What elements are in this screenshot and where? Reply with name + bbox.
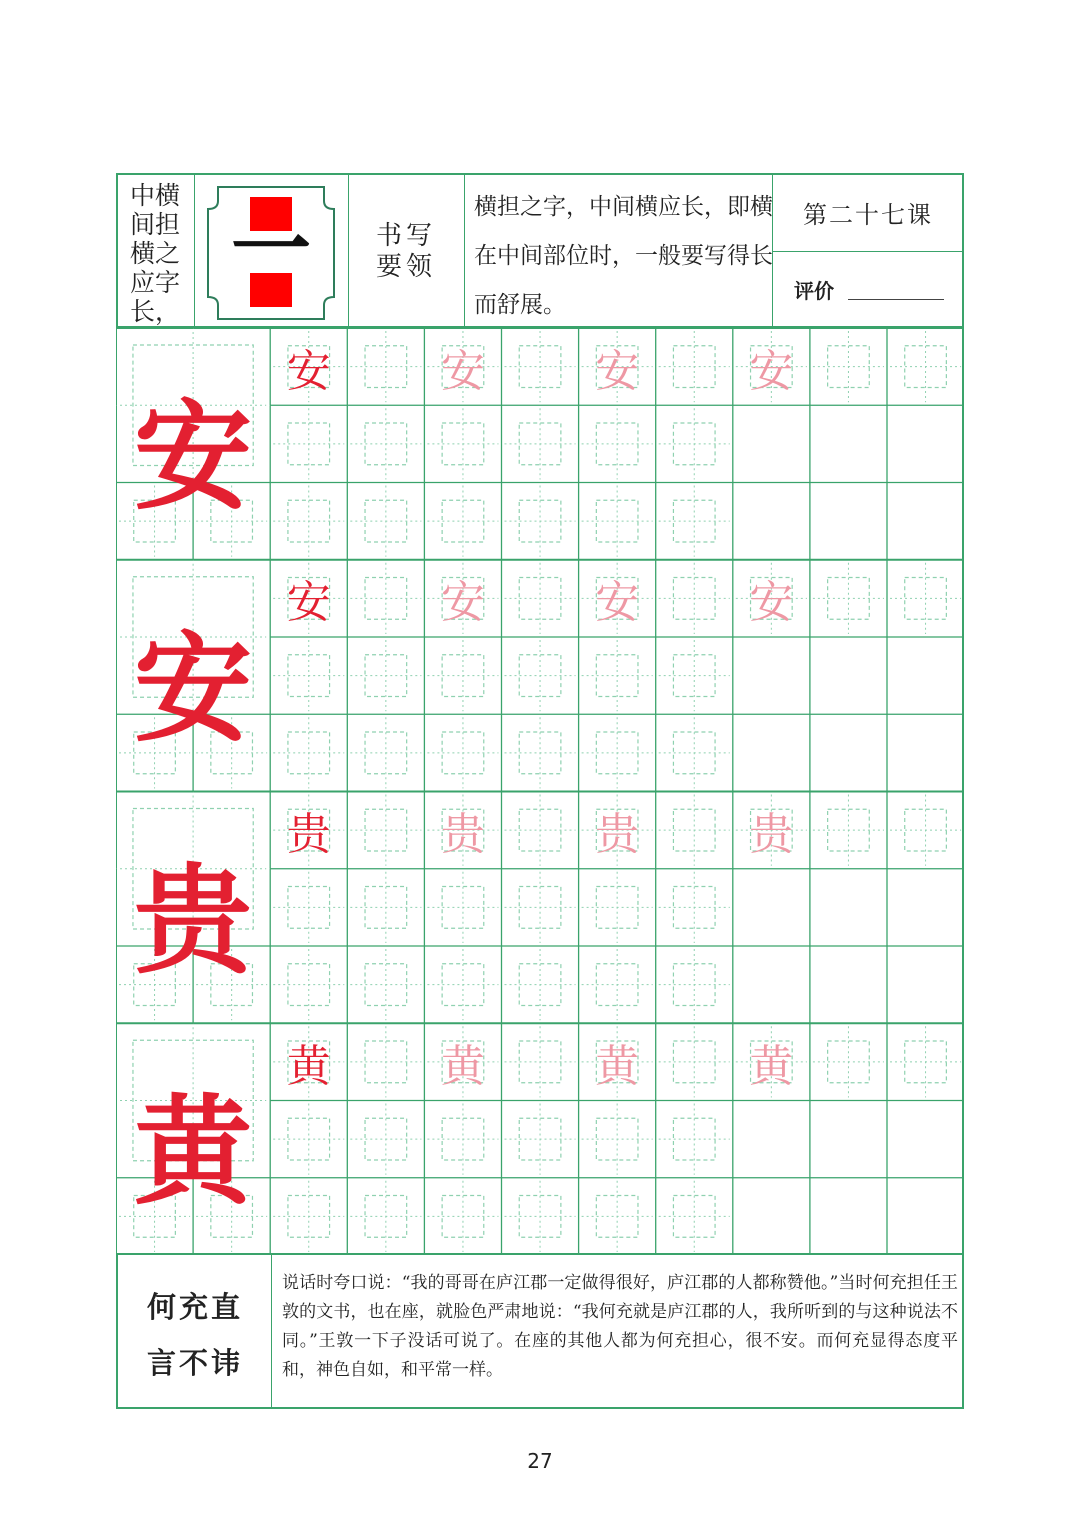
lesson-header — [116, 173, 964, 328]
trace-char-an: 安 — [749, 345, 794, 397]
model-char-an: 安 — [133, 387, 252, 526]
story-section — [116, 1255, 964, 1409]
trace-char-gui: 贵 — [749, 809, 794, 860]
emblem-glyph: 一 — [231, 202, 311, 296]
evaluation-blank[interactable] — [848, 299, 944, 300]
writing-tips-text: 横担之字，中间横应长，即横在中间部位时，一般要写得长而舒展。 — [474, 194, 773, 318]
trace-char-an: 安 — [595, 345, 640, 397]
example-char-huang: 黄 — [286, 1040, 331, 1092]
example-char-gui: 贵 — [286, 809, 331, 860]
page-number: 27 — [527, 1449, 553, 1473]
trace-char-an2: 安 — [595, 577, 640, 629]
example-char-an: 安 — [286, 345, 331, 397]
rule-text: 中横 间担 横之 应字 长， — [130, 181, 181, 326]
trace-char-huang: 黄 — [749, 1040, 794, 1092]
story-title-line1: 何充直 — [146, 1290, 243, 1324]
trace-char-an: 安 — [440, 345, 485, 397]
model-char-an2: 安 — [133, 618, 252, 758]
trace-char-gui: 贵 — [595, 809, 640, 860]
trace-char-huang: 黄 — [595, 1040, 640, 1092]
emblem-icon — [206, 185, 336, 321]
lesson-number: 第二十七课 — [803, 201, 933, 229]
story-title-line2: 言不讳 — [146, 1346, 243, 1380]
trace-char-an2: 安 — [749, 577, 794, 629]
trace-char-an2: 安 — [440, 577, 485, 629]
story-title — [130, 1279, 260, 1391]
model-char-huang: 黄 — [133, 1082, 252, 1222]
practice-sheet — [116, 173, 964, 1409]
model-char-gui: 贵 — [133, 850, 252, 990]
practice-grid — [116, 328, 964, 1255]
trace-char-gui: 贵 — [440, 809, 485, 860]
writing-tips-title: 书写要领 — [376, 221, 437, 282]
trace-char-huang: 黄 — [440, 1040, 485, 1092]
evaluation-label: 评价 — [794, 279, 834, 303]
story-text: 说话时夸口说：“我的哥哥在庐江郡一定做得很好，庐江郡的人都称赞他。”当时何充担任王敦的文书，也在座，就脸色严肃地说：“我何充就是庐江郡的人，我所听到的与这种说法不同。”王敦一下子没话可说了。在座的其他人都为何充担心，很不安。而何充显得态度平和，神色自如，和平常一样。 — [282, 1273, 958, 1380]
example-char-an2: 安 — [286, 577, 331, 629]
